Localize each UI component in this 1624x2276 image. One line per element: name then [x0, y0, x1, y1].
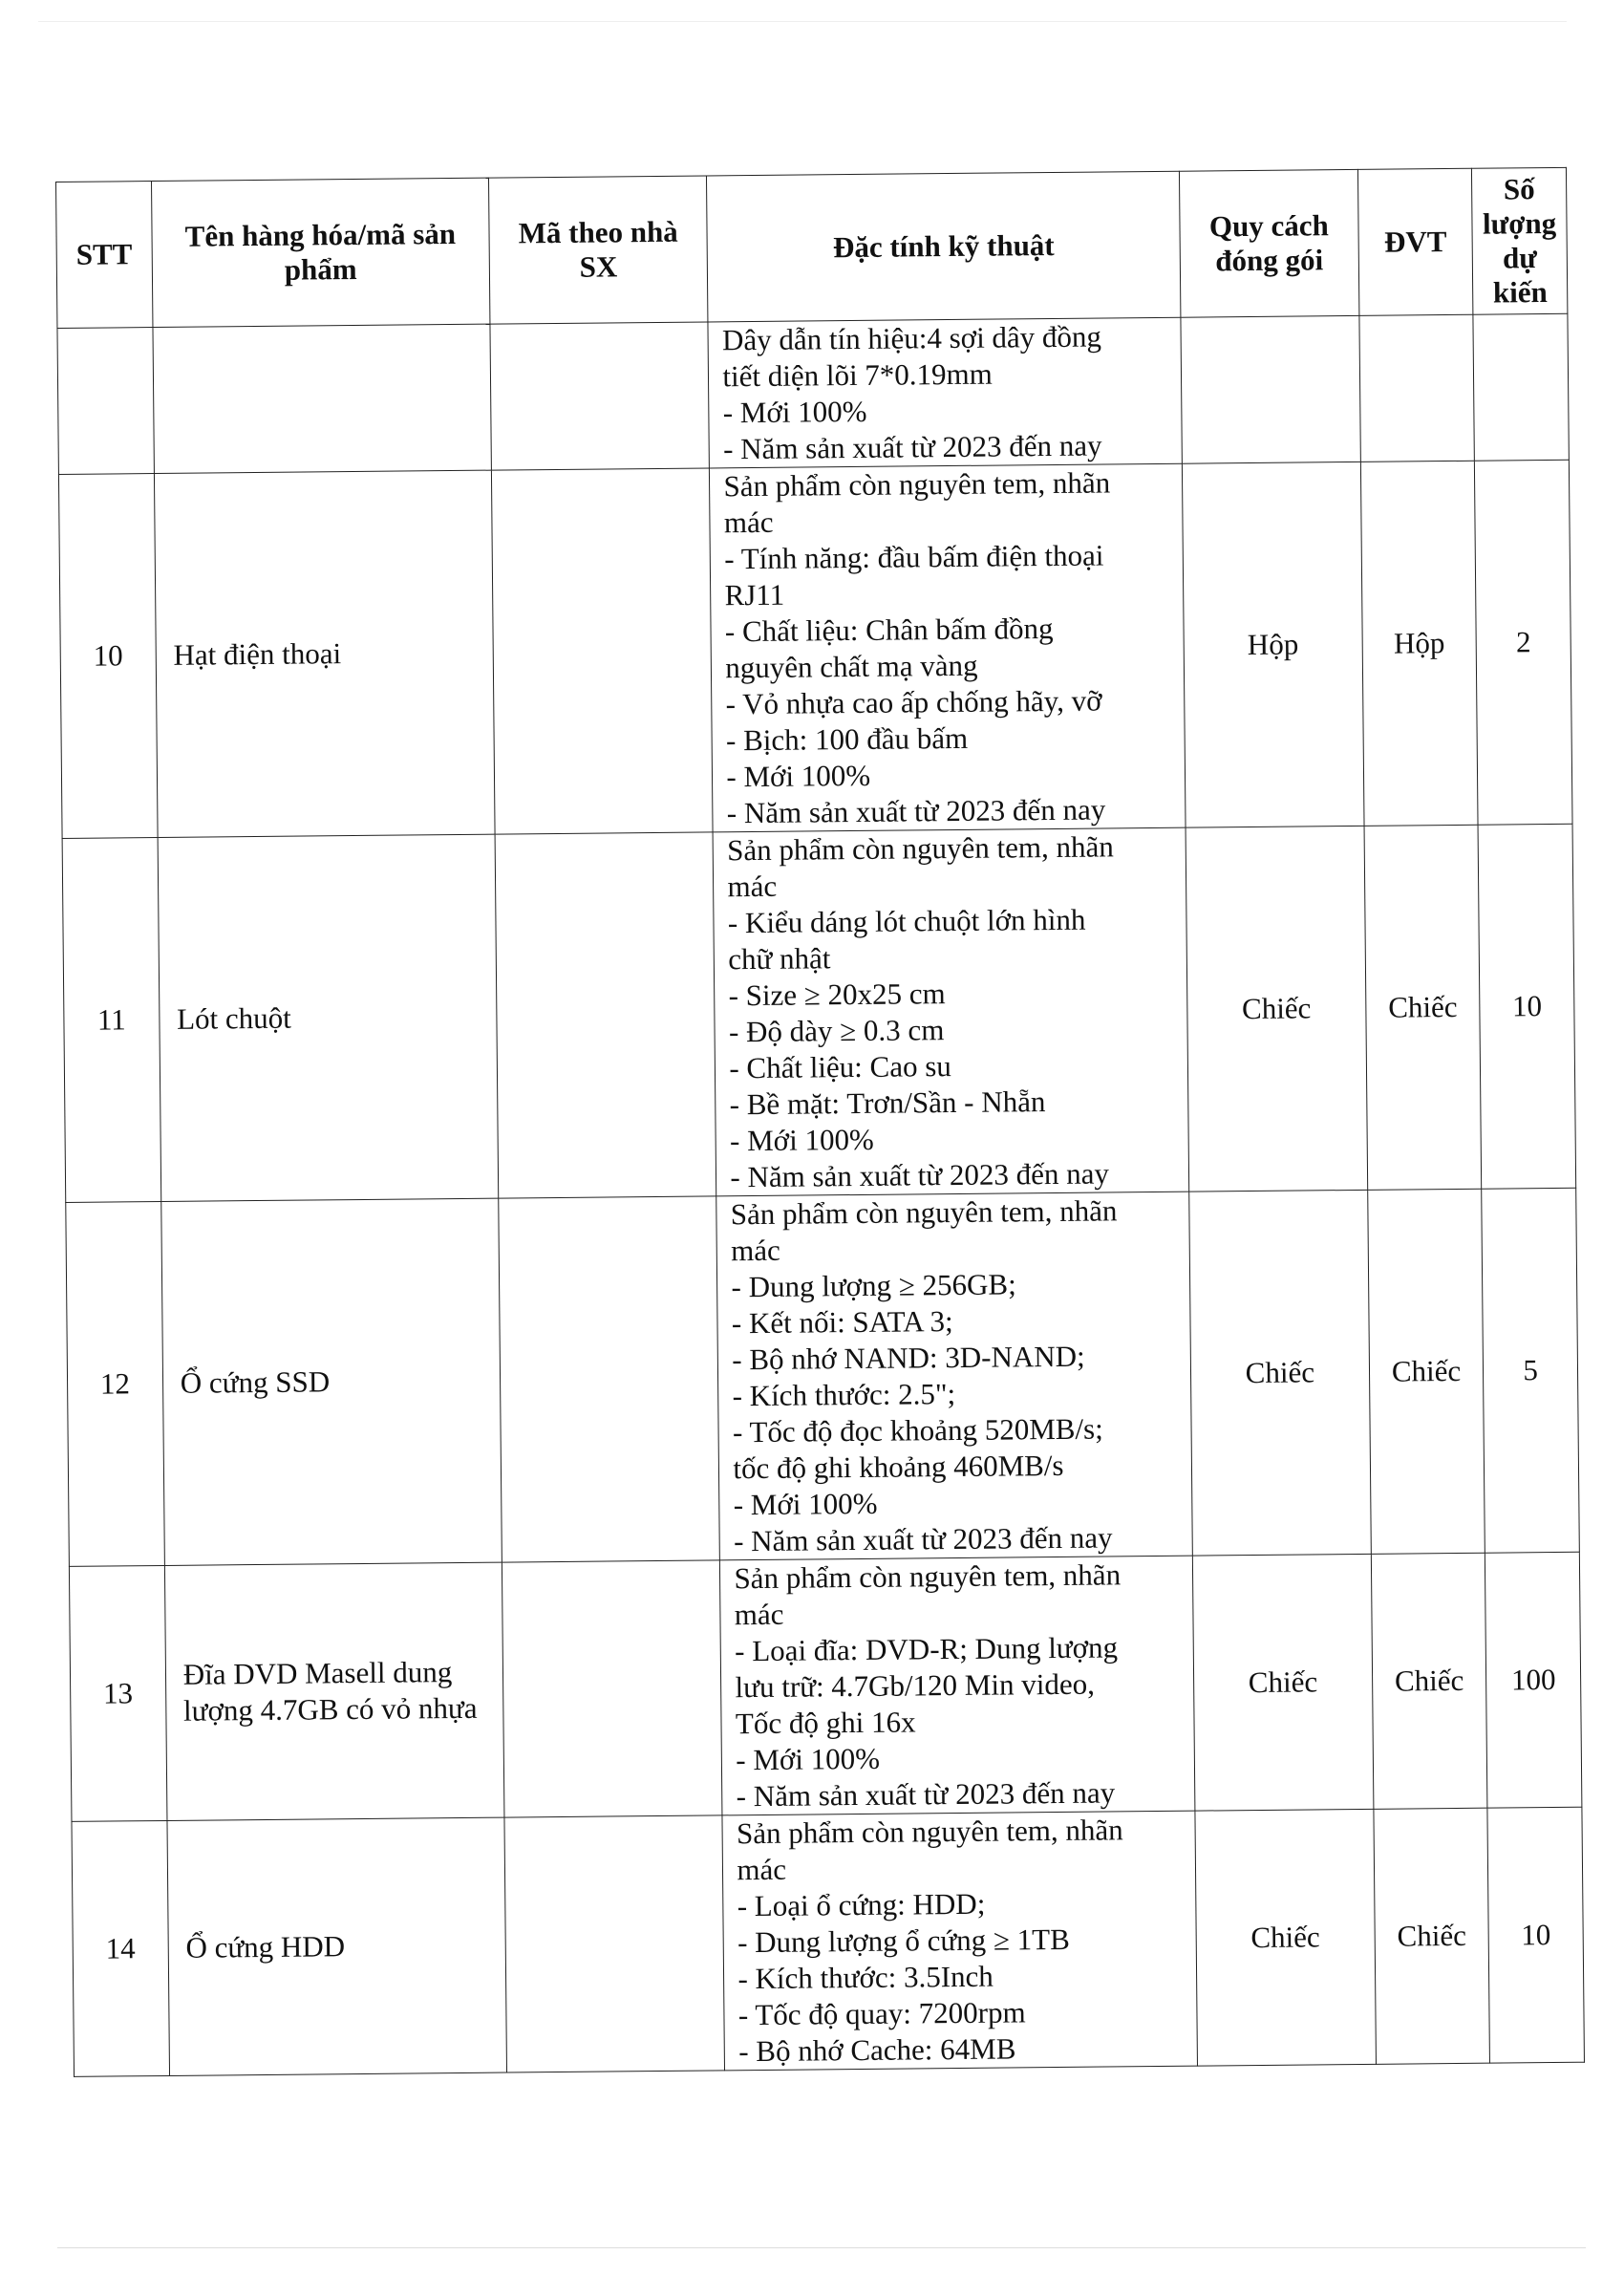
table-row [62, 824, 1576, 1202]
spec-line: - Mới 100% [736, 1741, 881, 1777]
cell-packing: Chiếc [1189, 1190, 1372, 1556]
cell-unit: Chiếc [1368, 1189, 1485, 1554]
table-row [69, 1552, 1581, 1821]
spec-line: - Mới 100% [733, 1486, 878, 1522]
spec-line: - Kích thước: 3.5Inch [737, 1959, 994, 1996]
spec-line: mác [734, 1597, 784, 1632]
spec-line: tốc độ ghi khoảng 460MB/s [733, 1448, 1064, 1486]
spec-line: RJ11 [724, 577, 785, 612]
cell-technical-spec [713, 827, 1188, 1196]
cell-product-name [153, 324, 492, 473]
cell-technical-spec [710, 463, 1186, 832]
spec-line: chữ nhật [728, 941, 831, 977]
header-code: Mã theo nhà SX [488, 176, 708, 324]
spec-line: mác [731, 1233, 780, 1268]
cell-unit: Chiếc [1371, 1553, 1487, 1809]
spec-line: - Tốc độ quay: 7200rpm [737, 1995, 1026, 2032]
cell-manufacturer-code [490, 322, 710, 470]
header-unit: ĐVT [1357, 168, 1473, 315]
spec-line: Sản phẩm còn nguyên tem, nhãn [734, 1557, 1122, 1596]
table-row [57, 313, 1569, 474]
header-qty: Số lượng dự kiến [1472, 167, 1568, 314]
cell-quantity: 5 [1482, 1188, 1579, 1553]
cell-product-name: Lót chuột [158, 834, 499, 1201]
cell-manufacturer-code [499, 1196, 720, 1562]
cell-technical-spec [722, 1811, 1197, 2071]
spec-line: - Bộ nhớ Cache: 64MB [738, 2031, 1016, 2069]
cell-stt: 10 [58, 474, 157, 839]
spec-line: - Năm sản xuất từ 2023 đến nay [722, 428, 1102, 466]
cell-stt: 12 [66, 1201, 164, 1566]
cell-stt: 13 [69, 1565, 166, 1821]
cell-product-name: Đĩa DVD Masell dung lượng 4.7GB có vỏ nhựa [164, 1562, 504, 1820]
spec-line: - Kích thước: 2.5"; [732, 1377, 956, 1413]
spec-line: Sản phẩm còn nguyên tem, nhãn [736, 1813, 1123, 1851]
cell-quantity: 10 [1478, 824, 1575, 1189]
spec-line: - Vỏ nhựa cao ấp chống hãy, vỡ [725, 683, 1102, 721]
cell-stt: 11 [62, 838, 160, 1203]
cell-stt [57, 328, 154, 475]
product-spec-table [55, 167, 1585, 2077]
spec-line: - Loại ổ cứng: HDD; [737, 1886, 986, 1923]
cell-packing: Chiếc [1195, 1809, 1377, 2066]
spec-line: - Bề mặt: Trơn/Sần - Nhẵn [729, 1084, 1046, 1122]
spec-line: - Độ dày ≥ 0.3 cm [728, 1013, 945, 1049]
cell-product-name: Ổ cứng HDD [167, 1817, 507, 2075]
spec-line: - Mới 100% [722, 394, 867, 430]
table-header-row [56, 167, 1568, 328]
cell-product-name: Hạt điện thoại [154, 470, 495, 837]
cell-unit: Chiếc [1364, 825, 1482, 1190]
cell-quantity: 100 [1485, 1552, 1582, 1808]
table-row [72, 1807, 1584, 2076]
cell-product-name: Ổ cứng SSD [160, 1198, 502, 1565]
cell-quantity: 2 [1475, 460, 1572, 825]
cell-quantity: 10 [1487, 1807, 1584, 2063]
spec-line: - Kiểu dáng lót chuột lớn hình [727, 902, 1086, 940]
spec-line: - Năm sản xuất từ 2023 đến nay [730, 1156, 1110, 1194]
cell-technical-spec [716, 1192, 1192, 1560]
spec-line: Dây dẫn tín hiệu:4 sợi dây đồng [721, 319, 1102, 357]
spec-line: - Năm sản xuất từ 2023 đến nay [736, 1775, 1116, 1814]
spec-line: mác [737, 1852, 787, 1887]
spec-line: Sản phẩm còn nguyên tem, nhãn [726, 829, 1114, 868]
spec-line: - Năm sản xuất từ 2023 đến nay [733, 1520, 1113, 1558]
header-stt: STT [56, 182, 153, 329]
cell-manufacturer-code [495, 832, 716, 1198]
cell-packing [1181, 315, 1360, 463]
cell-unit [1359, 314, 1475, 462]
spec-line: - Tính năng: đầu bấm điện thoại [724, 538, 1104, 576]
spec-line: - Bộ nhớ NAND: 3D-NAND; [732, 1339, 1085, 1377]
spec-line: - Dung lượng ổ cứng ≥ 1TB [737, 1922, 1070, 1960]
spec-line: - Size ≥ 20x25 cm [728, 977, 946, 1013]
spec-line: - Chất liệu: Cao su [729, 1049, 951, 1085]
header-name: Tên hàng hóa/mã sản phẩm [151, 178, 490, 327]
spec-line: - Mới 100% [729, 1122, 874, 1158]
cell-packing: Chiếc [1186, 826, 1368, 1192]
spec-line: - Năm sản xuất từ 2023 đến nay [726, 792, 1106, 830]
spec-line: Tốc độ ghi 16x [735, 1705, 916, 1741]
spec-line: tiết diện lõi 7*0.19mm [722, 356, 993, 394]
spec-line: lưu trữ: 4.7Gb/120 Min video, [735, 1666, 1096, 1705]
spec-line: - Loại đĩa: DVD-R; Dung lượng [735, 1630, 1119, 1668]
spec-line: - Mới 100% [726, 758, 871, 794]
cell-packing: Hộp [1182, 462, 1364, 827]
cell-quantity [1473, 313, 1569, 461]
header-spec: Đặc tính kỹ thuật [707, 171, 1181, 322]
cell-technical-spec [708, 317, 1182, 468]
table-row [58, 460, 1572, 838]
cell-stt: 14 [72, 1820, 169, 2076]
cell-unit: Hộp [1360, 461, 1478, 826]
cell-unit: Chiếc [1374, 1808, 1490, 2064]
spec-line: Sản phẩm còn nguyên tem, nhãn [723, 465, 1111, 504]
cell-manufacturer-code [504, 1815, 725, 2072]
header-packing: Quy cách đóng gói [1179, 169, 1358, 317]
spec-line: - Kết nối: SATA 3; [731, 1304, 953, 1341]
cell-technical-spec [720, 1556, 1195, 1815]
scan-edge-line [38, 21, 1567, 22]
spec-line: - Tốc độ đọc khoảng 520MB/s; [732, 1411, 1103, 1449]
cell-manufacturer-code [502, 1560, 722, 1817]
spec-line: Sản phẩm còn nguyên tem, nhãn [730, 1193, 1118, 1232]
spec-line: mác [727, 869, 778, 904]
spec-line: mác [723, 505, 774, 540]
spec-line: nguyên chất mạ vàng [725, 648, 978, 685]
spec-line: - Dung lượng ≥ 256GB; [731, 1267, 1016, 1304]
spec-line: - Chất liệu: Chân bấm đồng [724, 611, 1054, 649]
scan-edge-line-bottom [57, 2247, 1586, 2248]
cell-packing: Chiếc [1192, 1554, 1374, 1811]
table-row [66, 1188, 1580, 1566]
spec-line: - Bịch: 100 đầu bấm [725, 720, 969, 758]
cell-manufacturer-code [491, 468, 713, 834]
